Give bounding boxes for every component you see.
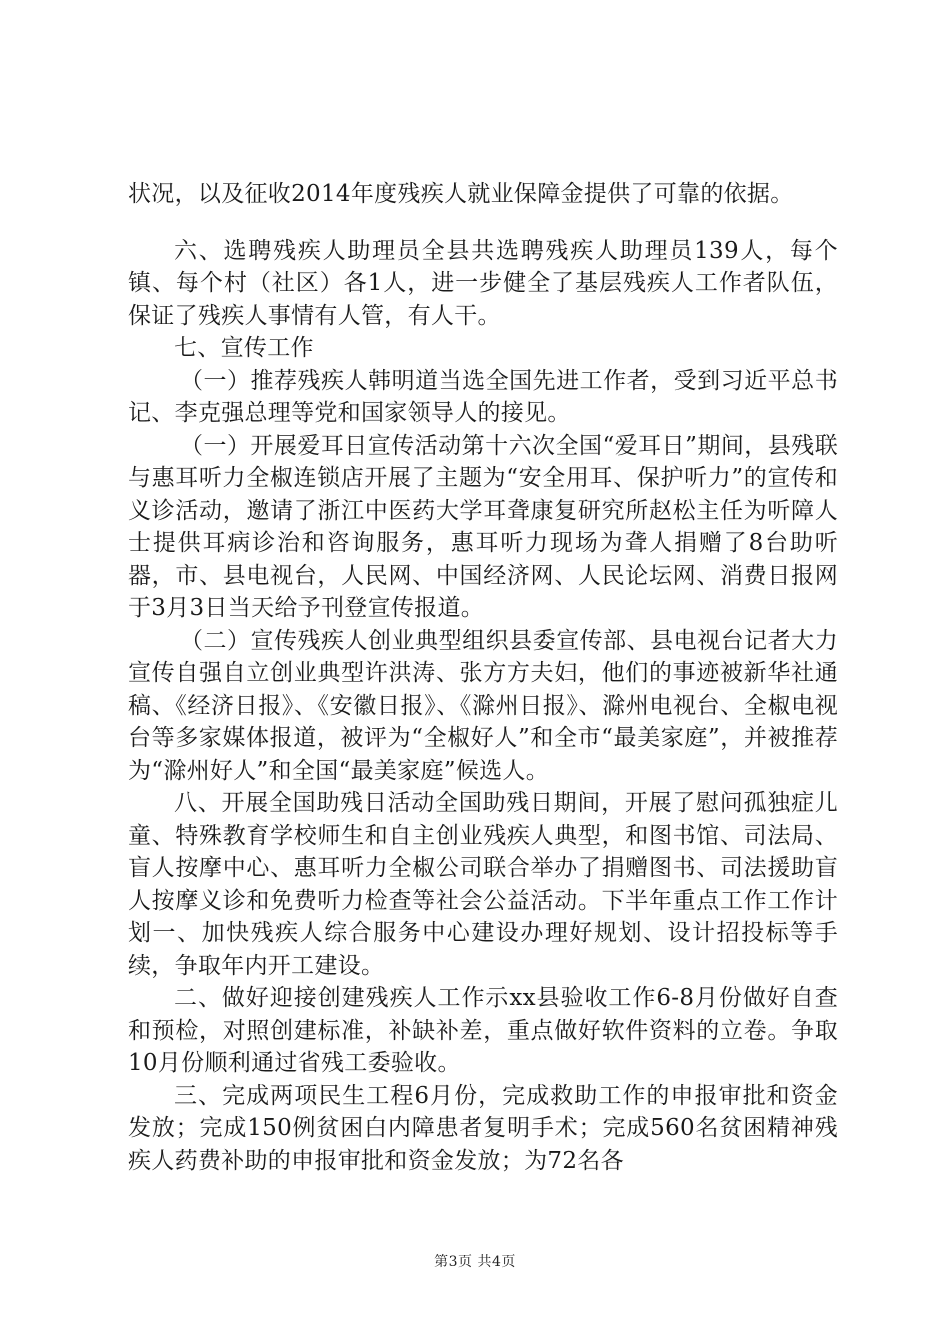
paragraph-item-one-ear-day: （一）开展爱耳日宣传活动第十六次全国“爱耳日”期间，县残联与惠耳听力全椒连锁店开展了主题为“安全用耳、保护听力”的宣传和义诊活动，邀请了浙江中医药大学耳聋康复研究所赵松主任为听障人士提供耳病诊治和咨询服务，惠耳听力现场为聋人捐赠了8台助听器，市、县电视台，人民网、中国经济网、人民论坛网、消费日报网于3月3日当天给予刊登宣传报道。 <box>128 432 838 621</box>
paragraph-item-one-recommend: （一）推荐残疾人韩明道当选全国先进工作者，受到习近平总书记、李克强总理等党和国家领导人的接见。 <box>128 367 838 426</box>
paragraph-continuation: 状况，以及征收2014年度残疾人就业保障金提供了可靠的依据。 <box>128 181 794 207</box>
paragraph-section-six: 六、选聘残疾人助理员全县共选聘残疾人助理员139人，每个镇、每个村（社区）各1人，进一步健全了基层残疾人工作者队伍，保证了残疾人事情有人管，有人干。 <box>128 237 838 329</box>
paragraph-section-eight: 八、开展全国助残日活动全国助残日期间，开展了慰问孤独症儿童、特殊教育学校师生和自主创业残疾人典型，和图书馆、司法局、盲人按摩中心、惠耳听力全椒公司联合举办了捐赠图书、司法援助盲人按摩义诊和免费听力检查等社会公益活动。下半年重点工作工作计划一、加快残疾人综合服务中心建设办理好规划、设计招投标等手续，争取年内开工建设。 <box>128 790 838 979</box>
paragraph-section-seven-heading: 七、宣传工作 <box>174 335 314 361</box>
paragraph-item-two-publicity: （二）宣传残疾人创业典型组织县委宣传部、县电视台记者大力宣传自强自立创业典型许洪涛、张方方夫妇，他们的事迹被新华社通稿、《经济日报》、《安徽日报》、《滁州日报》、滁州电视台、全椒电视台等多家媒体报道，被评为“全椒好人”和全市“最美家庭”，并被推荐为“滁州好人”和全国“最美家庭”候选人。 <box>128 627 838 784</box>
paragraph-plan-two: 二、做好迎接创建残疾人工作示xx县验收工作6-8月份做好自查和预检，对照创建标准，补缺补差，重点做好软件资料的立卷。争取10月份顺利通过省残工委验收。 <box>128 985 838 1076</box>
paragraph-plan-three: 三、完成两项民生工程6月份，完成救助工作的申报审批和资金发放；完成150例贫困白内障患者复明手术；完成560名贫困精神残疾人药费补助的申报审批和资金发放；为72名各 <box>128 1082 838 1174</box>
document-body <box>128 178 838 1177</box>
page-footer: 第3页 共4页 <box>434 1254 516 1270</box>
